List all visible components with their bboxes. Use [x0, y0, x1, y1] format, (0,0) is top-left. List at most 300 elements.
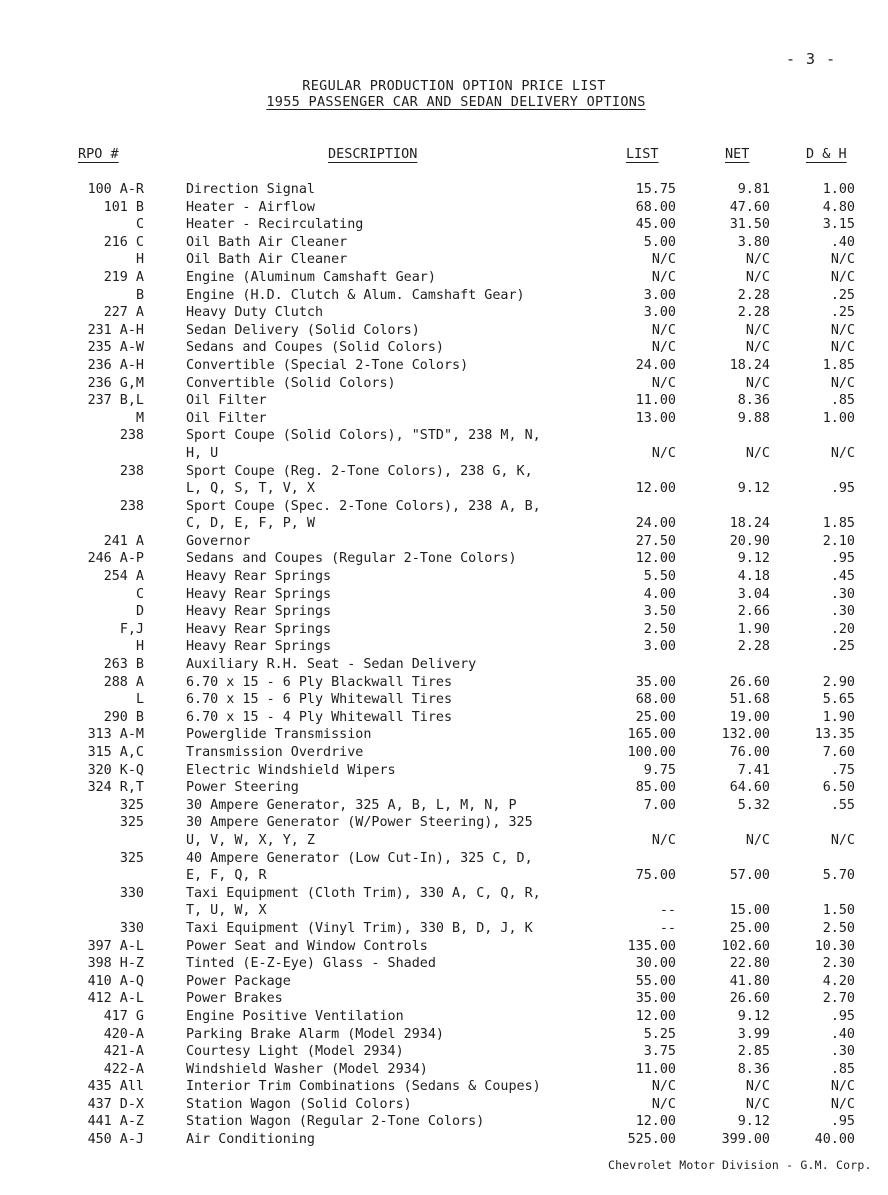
description-cell: Power Steering: [186, 780, 299, 796]
net-price-cell: 18.24: [729, 516, 770, 532]
list-price-cell: 135.00: [627, 938, 676, 954]
list-price-cell: 45.00: [635, 217, 676, 233]
rpo-cell: 320 K-Q: [87, 762, 144, 778]
list-price-cell: N/C: [651, 252, 676, 268]
dh-price-cell: .95: [830, 551, 855, 567]
net-price-cell: 9.12: [737, 1114, 770, 1130]
dh-price-cell: .45: [830, 569, 855, 585]
dh-price-cell: .55: [830, 797, 855, 813]
dh-price-cell: .25: [830, 639, 855, 655]
dh-price-cell: .75: [830, 762, 855, 778]
description-cell: Heavy Rear Springs: [186, 604, 332, 620]
table-row: [0, 234, 888, 252]
list-price-cell: 12.00: [635, 551, 676, 567]
table-row: [0, 938, 888, 956]
page-subtitle-text: 1955 PASSENGER CAR AND SEDAN DELIVERY OPTIONS: [266, 94, 646, 110]
table-row: [0, 216, 888, 234]
net-price-cell: 9.12: [737, 481, 770, 497]
description-cell: Interior Trim Combinations (Sedans & Coupes): [186, 1079, 541, 1095]
net-price-cell: 9.81: [737, 182, 770, 197]
rpo-cell: C: [135, 586, 144, 602]
list-price-cell: 3.75: [643, 1044, 676, 1060]
column-header-net-text: NET: [725, 146, 750, 162]
rpo-cell: M: [135, 410, 144, 426]
list-price-cell: 3.00: [643, 287, 676, 303]
description-cell: Engine (H.D. Clutch & Alum. Camshaft Gear): [186, 287, 525, 303]
table-row: [0, 568, 888, 586]
net-price-cell: 19.00: [729, 709, 770, 725]
description-cell: Heater - Recirculating: [186, 217, 364, 233]
description-cell: Oil Filter: [186, 410, 267, 426]
list-price-cell: 85.00: [635, 780, 676, 796]
rpo-cell: 410 A-Q: [87, 973, 144, 989]
rpo-cell: 227 A: [103, 305, 144, 321]
table-row: [0, 1008, 888, 1026]
table-row: [0, 357, 888, 375]
net-price-cell: 5.32: [737, 797, 770, 813]
list-price-cell: 12.00: [635, 481, 676, 497]
column-header-description-text: DESCRIPTION: [328, 146, 418, 162]
dh-price-cell: 2.70: [822, 991, 855, 1007]
list-price-cell: 24.00: [635, 357, 676, 373]
net-price-cell: 132.00: [721, 727, 770, 743]
list-price-cell: 165.00: [627, 727, 676, 743]
rpo-cell: 238: [119, 498, 144, 514]
table-row: [0, 850, 888, 885]
list-price-cell: 3.00: [643, 639, 676, 655]
net-price-cell: 9.88: [737, 410, 770, 426]
net-price-cell: 3.99: [737, 1026, 770, 1042]
list-price-cell: 68.00: [635, 199, 676, 215]
description-cell: Oil Bath Air Cleaner: [186, 234, 348, 250]
rpo-cell: H: [135, 639, 144, 655]
list-price-cell: N/C: [651, 445, 676, 461]
net-price-cell: 2.85: [737, 1044, 770, 1060]
net-price-cell: 3.80: [737, 234, 770, 250]
table-row: [0, 973, 888, 991]
column-headers: [0, 146, 888, 170]
net-price-cell: N/C: [745, 252, 770, 268]
net-price-cell: 4.18: [737, 569, 770, 585]
table-row: [0, 955, 888, 973]
dh-price-cell: 6.50: [822, 780, 855, 796]
dh-price-cell: 3.15: [822, 217, 855, 233]
description-cell: Sport Coupe (Solid Colors), "STD", 238 M, N, H, U: [186, 428, 541, 461]
net-price-cell: 2.28: [737, 639, 770, 655]
dh-price-cell: .95: [830, 481, 855, 497]
rpo-cell: D: [135, 604, 144, 620]
list-price-cell: N/C: [651, 1079, 676, 1095]
description-cell: Parking Brake Alarm (Model 2934): [186, 1026, 444, 1042]
dh-price-cell: N/C: [830, 340, 855, 356]
column-header-list: [626, 146, 659, 162]
table-row: [0, 1096, 888, 1114]
table-row: [0, 990, 888, 1008]
table-row: [0, 638, 888, 656]
net-price-cell: N/C: [745, 832, 770, 848]
net-price-cell: 399.00: [721, 1132, 770, 1148]
net-price-cell: 2.28: [737, 287, 770, 303]
table-row: [0, 762, 888, 780]
dh-price-cell: .85: [830, 393, 855, 409]
dh-price-cell: .25: [830, 305, 855, 321]
dh-price-cell: N/C: [830, 832, 855, 848]
list-price-cell: 12.00: [635, 1008, 676, 1024]
rpo-cell: 330: [119, 920, 144, 936]
list-price-cell: N/C: [651, 1096, 676, 1112]
description-cell: Engine (Aluminum Camshaft Gear): [186, 269, 436, 285]
table-row: [0, 586, 888, 604]
rpo-cell: L: [135, 692, 144, 708]
dh-price-cell: 5.65: [822, 692, 855, 708]
table-row: [0, 427, 888, 462]
description-cell: Convertible (Solid Colors): [186, 375, 396, 391]
list-price-cell: 30.00: [635, 956, 676, 972]
list-price-cell: 3.00: [643, 305, 676, 321]
description-cell: 6.70 x 15 - 4 Ply Whitewall Tires: [186, 709, 453, 725]
rpo-cell: 231 A-H: [87, 322, 144, 338]
rpo-cell: F,J: [119, 621, 144, 637]
rpo-cell: 254 A: [103, 569, 144, 585]
dh-price-cell: 5.70: [822, 868, 855, 884]
list-price-cell: 25.00: [635, 709, 676, 725]
dh-price-cell: .30: [830, 586, 855, 602]
dh-price-cell: N/C: [830, 322, 855, 338]
description-cell: Courtesy Light (Model 2934): [186, 1044, 404, 1060]
description-cell: Windshield Washer (Model 2934): [186, 1061, 428, 1077]
table-row: [0, 744, 888, 762]
description-cell: Heavy Rear Springs: [186, 621, 332, 637]
description-cell: Oil Filter: [186, 393, 267, 409]
column-header-net: [725, 146, 749, 162]
table-row: [0, 533, 888, 551]
table-row: [0, 199, 888, 217]
net-price-cell: 76.00: [729, 745, 770, 760]
table-row: [0, 885, 888, 920]
net-price-cell: 9.12: [737, 1008, 770, 1024]
rpo-cell: 450 A-J: [87, 1132, 144, 1148]
table-row: [0, 603, 888, 621]
rpo-cell: 290 B: [103, 709, 144, 725]
description-cell: Air Conditioning: [186, 1132, 315, 1148]
page-subtitle: [12, 94, 888, 110]
list-price-cell: N/C: [651, 832, 676, 848]
table-row: [0, 251, 888, 269]
dh-price-cell: .40: [830, 234, 855, 250]
dh-price-cell: 2.10: [822, 533, 855, 549]
list-price-cell: 5.25: [643, 1026, 676, 1042]
table-row: [0, 550, 888, 568]
dh-price-cell: N/C: [830, 445, 855, 461]
net-price-cell: 2.66: [737, 604, 770, 620]
description-cell: 6.70 x 15 - 6 Ply Blackwall Tires: [186, 674, 453, 690]
column-header-dh: [806, 146, 847, 162]
description-cell: Station Wagon (Regular 2-Tone Colors): [186, 1114, 485, 1130]
net-price-cell: 8.36: [737, 1061, 770, 1077]
net-price-cell: 1.90: [737, 621, 770, 637]
net-price-cell: N/C: [745, 1079, 770, 1095]
table-row: [0, 709, 888, 727]
net-price-cell: 7.41: [737, 762, 770, 778]
net-price-cell: N/C: [745, 340, 770, 356]
net-price-cell: 47.60: [729, 199, 770, 215]
rpo-cell: 246 A-P: [87, 551, 144, 567]
list-price-cell: N/C: [651, 375, 676, 391]
rpo-cell: 420-A: [103, 1026, 144, 1042]
rpo-cell: 397 A-L: [87, 938, 144, 954]
list-price-cell: N/C: [651, 340, 676, 356]
rpo-cell: 288 A: [103, 674, 144, 690]
dh-price-cell: N/C: [830, 269, 855, 285]
rpo-cell: 101 B: [103, 199, 144, 215]
net-price-cell: N/C: [745, 1096, 770, 1112]
column-header-dh-text: D & H: [806, 146, 847, 162]
net-price-cell: 15.00: [729, 903, 770, 919]
rpo-cell: 313 A-M: [87, 727, 144, 743]
description-cell: 30 Ampere Generator, 325 A, B, L, M, N, P: [186, 797, 517, 813]
net-price-cell: 8.36: [737, 393, 770, 409]
dh-price-cell: 1.90: [822, 709, 855, 725]
rpo-cell: 315 A,C: [87, 745, 144, 760]
list-price-cell: 4.00: [643, 586, 676, 602]
rpo-cell: 330: [119, 885, 144, 901]
dh-price-cell: 13.35: [814, 727, 855, 743]
list-price-cell: 13.00: [635, 410, 676, 426]
list-price-cell: 5.00: [643, 234, 676, 250]
description-cell: Heater - Airflow: [186, 199, 315, 215]
rpo-cell: 417 G: [103, 1008, 144, 1024]
rpo-cell: 412 A-L: [87, 991, 144, 1007]
net-price-cell: 41.80: [729, 973, 770, 989]
net-price-cell: 57.00: [729, 868, 770, 884]
rpo-cell: 237 B,L: [87, 393, 144, 409]
list-price-cell: 7.00: [643, 797, 676, 813]
table-row: [0, 1131, 888, 1149]
table-row: [0, 1061, 888, 1079]
list-price-cell: 2.50: [643, 621, 676, 637]
rpo-cell: 421-A: [103, 1044, 144, 1060]
dh-price-cell: 2.30: [822, 956, 855, 972]
table-row: [0, 621, 888, 639]
dh-price-cell: 1.00: [822, 182, 855, 197]
description-cell: Governor: [186, 533, 251, 549]
table-row: [0, 322, 888, 340]
net-price-cell: 25.00: [729, 920, 770, 936]
list-price-cell: 100.00: [627, 745, 676, 760]
table-row: [0, 410, 888, 428]
table-row: [0, 1113, 888, 1131]
table-row: [0, 814, 888, 849]
list-price-cell: 35.00: [635, 674, 676, 690]
dh-price-cell: .40: [830, 1026, 855, 1042]
list-price-cell: 35.00: [635, 991, 676, 1007]
net-price-cell: 20.90: [729, 533, 770, 549]
rpo-cell: 422-A: [103, 1061, 144, 1077]
table-row: [0, 691, 888, 709]
dh-price-cell: 1.85: [822, 516, 855, 532]
table-row: [0, 181, 888, 199]
list-price-cell: 75.00: [635, 868, 676, 884]
rpo-cell: C: [135, 217, 144, 233]
description-cell: Sport Coupe (Spec. 2-Tone Colors), 238 A, B, C, D, E, F, P, W: [186, 498, 541, 532]
dh-price-cell: 1.50: [822, 903, 855, 919]
list-price-cell: 68.00: [635, 692, 676, 708]
dh-price-cell: .20: [830, 621, 855, 637]
rpo-cell: B: [135, 287, 144, 303]
list-price-cell: 11.00: [635, 1061, 676, 1077]
table-row: [0, 726, 888, 744]
description-cell: Powerglide Transmission: [186, 727, 372, 743]
list-price-cell: 27.50: [635, 533, 676, 549]
table-row: [0, 920, 888, 938]
description-cell: Power Brakes: [186, 991, 283, 1007]
price-list-table: [0, 181, 888, 1149]
dh-price-cell: 40.00: [814, 1132, 855, 1148]
rpo-cell: 219 A: [103, 269, 144, 285]
dh-price-cell: 4.20: [822, 973, 855, 989]
rpo-cell: 398 H-Z: [87, 956, 144, 972]
rpo-cell: 325: [119, 797, 144, 813]
column-header-rpo: [78, 146, 119, 162]
column-header-description: [328, 146, 417, 162]
description-cell: Sedan Delivery (Solid Colors): [186, 322, 420, 338]
rpo-cell: 100 A-R: [87, 182, 144, 197]
rpo-cell: 324 R,T: [87, 780, 144, 796]
list-price-cell: 12.00: [635, 1114, 676, 1130]
description-cell: Sport Coupe (Reg. 2-Tone Colors), 238 G, K, L, Q, S, T, V, X: [186, 463, 533, 497]
list-price-cell: 55.00: [635, 973, 676, 989]
dh-price-cell: 10.30: [814, 938, 855, 954]
list-price-cell: 11.00: [635, 393, 676, 409]
net-price-cell: 102.60: [721, 938, 770, 954]
description-cell: Heavy Duty Clutch: [186, 305, 324, 321]
table-row: [0, 463, 888, 498]
dh-price-cell: N/C: [830, 1096, 855, 1112]
dh-price-cell: .30: [830, 1044, 855, 1060]
net-price-cell: 3.04: [737, 586, 770, 602]
rpo-cell: 441 A-Z: [87, 1114, 144, 1130]
dh-price-cell: N/C: [830, 1079, 855, 1095]
net-price-cell: 18.24: [729, 357, 770, 373]
net-price-cell: N/C: [745, 269, 770, 285]
table-row: [0, 656, 888, 674]
description-cell: Station Wagon (Solid Colors): [186, 1096, 412, 1112]
dh-price-cell: 2.90: [822, 674, 855, 690]
net-price-cell: 26.60: [729, 674, 770, 690]
table-row: [0, 287, 888, 305]
dh-price-cell: .95: [830, 1008, 855, 1024]
dh-price-cell: 2.50: [822, 920, 855, 936]
description-cell: Power Package: [186, 973, 291, 989]
dh-price-cell: 1.00: [822, 410, 855, 426]
list-price-cell: 5.50: [643, 569, 676, 585]
description-cell: Oil Bath Air Cleaner: [186, 252, 348, 268]
net-price-cell: 51.68: [729, 692, 770, 708]
table-row: [0, 1043, 888, 1061]
dh-price-cell: .85: [830, 1061, 855, 1077]
rpo-cell: 325: [119, 850, 144, 866]
net-price-cell: 22.80: [729, 956, 770, 972]
list-price-cell: 9.75: [643, 762, 676, 778]
net-price-cell: 2.28: [737, 305, 770, 321]
rpo-cell: 437 D-X: [87, 1096, 144, 1112]
table-row: [0, 304, 888, 322]
description-cell: Direction Signal: [186, 182, 315, 197]
list-price-cell: --: [659, 920, 676, 936]
column-header-list-text: LIST: [626, 146, 659, 162]
description-cell: Tinted (E-Z-Eye) Glass - Shaded: [186, 956, 436, 972]
table-row: [0, 339, 888, 357]
list-price-cell: N/C: [651, 322, 676, 338]
page-title: REGULAR PRODUCTION OPTION PRICE LIST: [302, 78, 606, 94]
table-row: [0, 392, 888, 410]
net-price-cell: 26.60: [729, 991, 770, 1007]
list-price-cell: 15.75: [635, 182, 676, 197]
table-row: [0, 1078, 888, 1096]
dh-price-cell: .95: [830, 1114, 855, 1130]
table-row: [0, 498, 888, 533]
description-cell: 6.70 x 15 - 6 Ply Whitewall Tires: [186, 692, 453, 708]
dh-price-cell: 1.85: [822, 357, 855, 373]
net-price-cell: 64.60: [729, 780, 770, 796]
description-cell: Sedans and Coupes (Solid Colors): [186, 340, 444, 356]
dh-price-cell: 4.80: [822, 199, 855, 215]
table-row: [0, 797, 888, 815]
description-cell: Engine Positive Ventilation: [186, 1008, 404, 1024]
table-row: [0, 1026, 888, 1044]
list-price-cell: 24.00: [635, 516, 676, 532]
net-price-cell: N/C: [745, 445, 770, 461]
description-cell: Electric Windshield Wipers: [186, 762, 396, 778]
footer-company: Chevrolet Motor Division - G.M. Corp.: [608, 1158, 872, 1172]
table-row: [0, 779, 888, 797]
description-cell: Taxi Equipment (Vinyl Trim), 330 B, D, J, K: [186, 920, 533, 936]
net-price-cell: 9.12: [737, 551, 770, 567]
table-row: [0, 674, 888, 692]
description-cell: 40 Ampere Generator (Low Cut-In), 325 C, D, E, F, Q, R: [186, 850, 533, 884]
net-price-cell: N/C: [745, 375, 770, 391]
description-cell: Heavy Rear Springs: [186, 639, 332, 655]
description-cell: Transmission Overdrive: [186, 745, 364, 760]
net-price-cell: N/C: [745, 322, 770, 338]
dh-price-cell: .25: [830, 287, 855, 303]
description-cell: Heavy Rear Springs: [186, 586, 332, 602]
rpo-cell: 325: [119, 815, 144, 831]
rpo-cell: 263 B: [103, 657, 144, 673]
table-row: [0, 269, 888, 287]
list-price-cell: 3.50: [643, 604, 676, 620]
description-cell: Taxi Equipment (Cloth Trim), 330 A, C, Q, R, T, U, W, X: [186, 885, 541, 919]
rpo-cell: 241 A: [103, 533, 144, 549]
dh-price-cell: N/C: [830, 375, 855, 391]
description-cell: 30 Ampere Generator (W/Power Steering), 325 U, V, W, X, Y, Z: [186, 815, 533, 848]
description-cell: Auxiliary R.H. Seat - Sedan Delivery: [186, 657, 477, 673]
table-row: [0, 375, 888, 393]
dh-price-cell: 7.60: [822, 745, 855, 760]
rpo-cell: 235 A-W: [87, 340, 144, 356]
rpo-cell: H: [135, 252, 144, 268]
page-number: - 3 -: [786, 50, 837, 68]
dh-price-cell: .30: [830, 604, 855, 620]
rpo-cell: 236 G,M: [87, 375, 144, 391]
column-header-rpo-text: RPO #: [78, 146, 119, 162]
list-price-cell: N/C: [651, 269, 676, 285]
list-price-cell: --: [659, 903, 676, 919]
description-cell: Heavy Rear Springs: [186, 569, 332, 585]
net-price-cell: 31.50: [729, 217, 770, 233]
description-cell: Convertible (Special 2-Tone Colors): [186, 357, 469, 373]
rpo-cell: 216 C: [103, 234, 144, 250]
